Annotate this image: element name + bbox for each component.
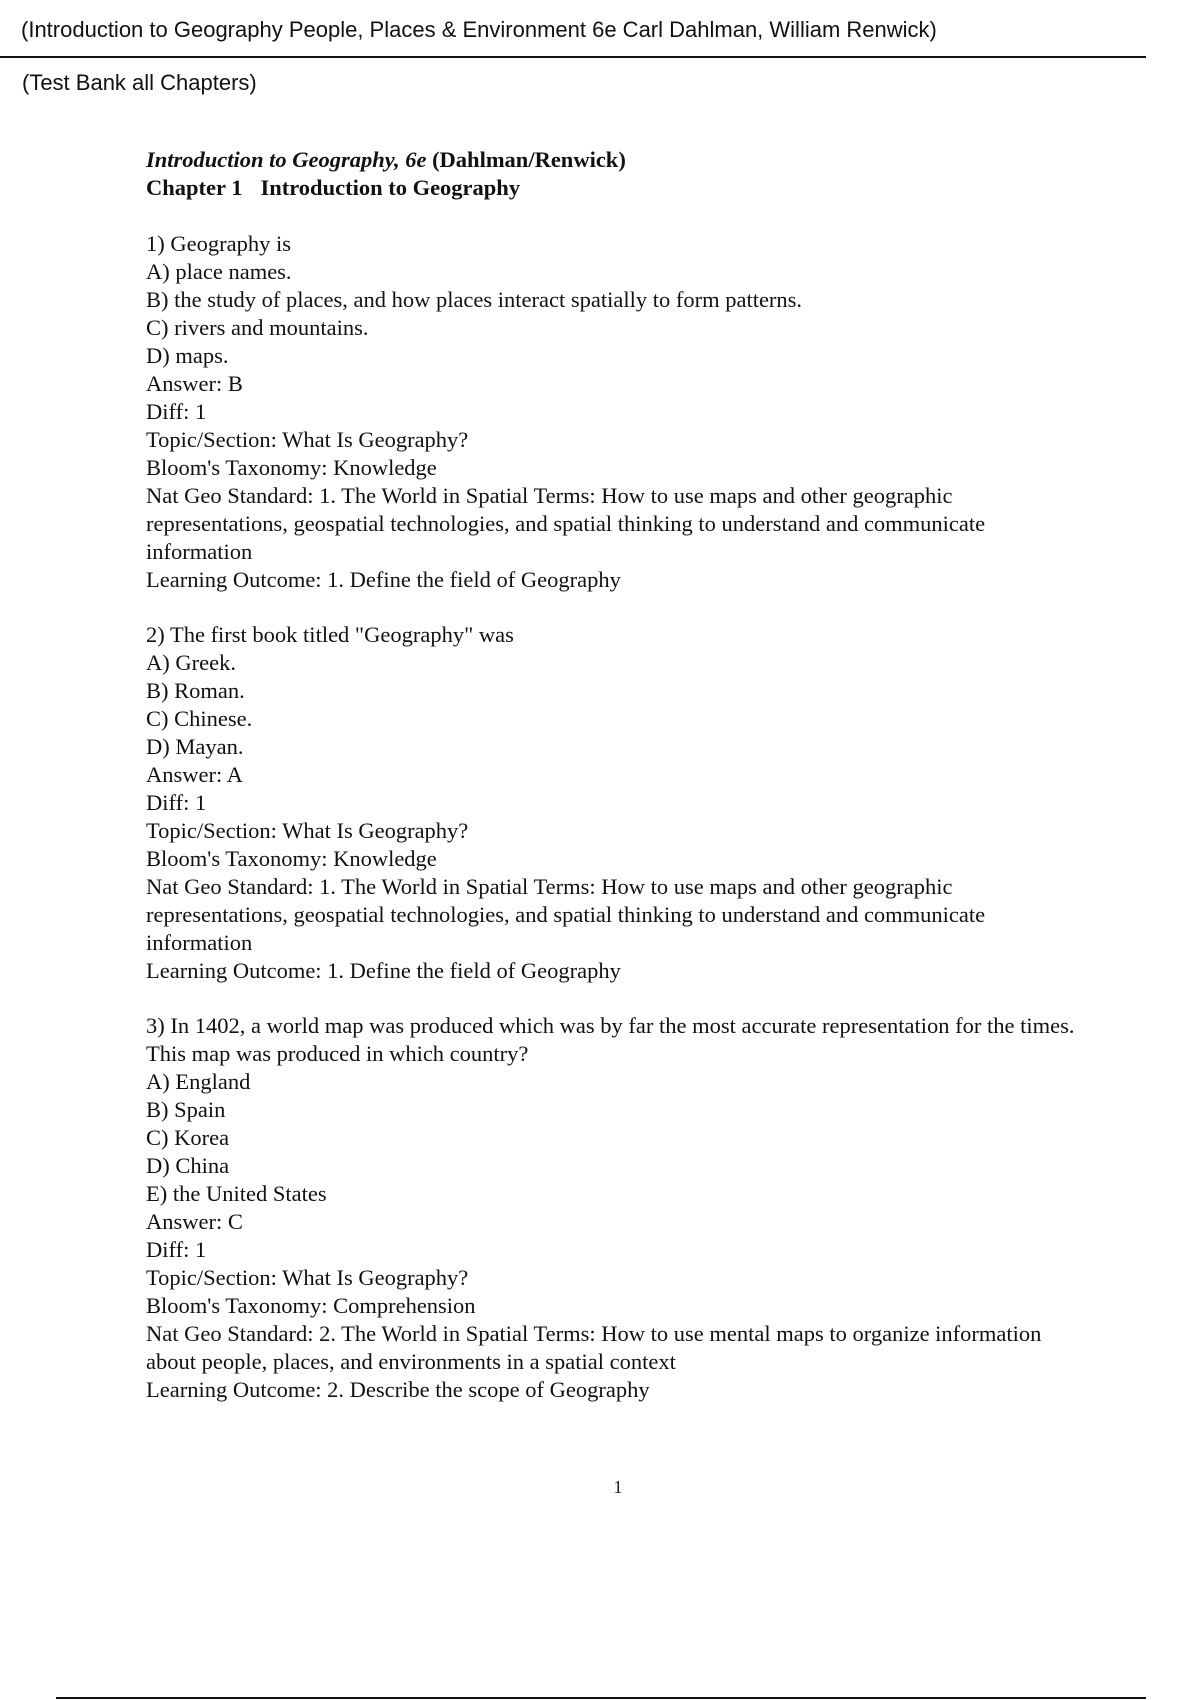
learning-outcome: Learning Outcome: 2. Describe the scope of Geography [146, 1377, 650, 1402]
learning-outcome: Learning Outcome: 1. Define the field of Geography [146, 567, 621, 592]
answer-option: B) the study of places, and how places interact spatially to form patterns. [146, 287, 803, 312]
book-title: Introduction to Geography, 6e [146, 147, 427, 172]
topic-section: Topic/Section: What Is Geography? [146, 818, 469, 843]
answer-option: C) rivers and mountains. [146, 315, 369, 340]
chapter-number: Chapter 1 [146, 175, 243, 200]
chapter-heading [146, 174, 1096, 202]
difficulty: Diff: 1 [146, 1237, 207, 1262]
answer-option: C) Chinese. [146, 706, 253, 731]
answer-option: D) Mayan. [146, 734, 244, 759]
nat-geo-standard: Nat Geo Standard: 1. The World in Spatial Terms: How to use maps and other geographic representations, geospatial technologies, and spatial thinking to understand and communicate information [146, 874, 986, 955]
answer-option: A) England [146, 1069, 251, 1094]
topic-section: Topic/Section: What Is Geography? [146, 427, 469, 452]
header-subtitle: (Test Bank all Chapters) [22, 70, 257, 95]
answer-option: B) Roman. [146, 678, 245, 703]
difficulty: Diff: 1 [146, 399, 207, 424]
chapter-title: Introduction to Geography [260, 175, 521, 200]
answer-option: A) place names. [146, 259, 292, 284]
nat-geo-standard: Nat Geo Standard: 1. The World in Spatial Terms: How to use maps and other geographic representations, geospatial technologies, and spatial thinking to understand and communicate information [146, 483, 986, 564]
blooms-taxonomy: Bloom's Taxonomy: Comprehension [146, 1293, 476, 1318]
answer-option: D) maps. [146, 343, 229, 368]
answer-option: D) China [146, 1153, 230, 1178]
footer-divider [56, 1697, 1146, 1699]
nat-geo-standard: Nat Geo Standard: 2. The World in Spatial Terms: How to use mental maps to organize information about people, places, and environments in a spatial context [146, 1321, 1042, 1374]
difficulty: Diff: 1 [146, 790, 207, 815]
answer-key: Answer: A [146, 762, 243, 787]
learning-outcome: Learning Outcome: 1. Define the field of Geography [146, 958, 621, 983]
document-body [146, 146, 1096, 1431]
answer-key: Answer: B [146, 371, 243, 396]
header-divider [0, 56, 1146, 58]
question-stem: 2) The first book titled "Geography" was [146, 622, 514, 647]
answer-option: A) Greek. [146, 650, 236, 675]
question-stem: 3) In 1402, a world map was produced which was by far the most accurate representation for the times. This map was produced in which country? [146, 1013, 1075, 1066]
header-title: (Introduction to Geography People, Places & Environment 6e Carl Dahlman, William Renwick) [21, 17, 937, 42]
answer-key: Answer: C [146, 1209, 243, 1234]
blooms-taxonomy: Bloom's Taxonomy: Knowledge [146, 455, 437, 480]
blooms-taxonomy: Bloom's Taxonomy: Knowledge [146, 846, 437, 871]
book-authors: (Dahlman/Renwick) [432, 147, 626, 172]
topic-section: Topic/Section: What Is Geography? [146, 1265, 469, 1290]
answer-option: B) Spain [146, 1097, 226, 1122]
question-1 [146, 230, 1096, 594]
page-number: 1 [613, 1477, 623, 1497]
answer-option: C) Korea [146, 1125, 230, 1150]
answer-option: E) the United States [146, 1181, 327, 1206]
question-stem: 1) Geography is [146, 231, 291, 256]
question-3 [146, 1012, 1096, 1404]
question-2 [146, 621, 1096, 985]
book-heading [146, 146, 1096, 174]
